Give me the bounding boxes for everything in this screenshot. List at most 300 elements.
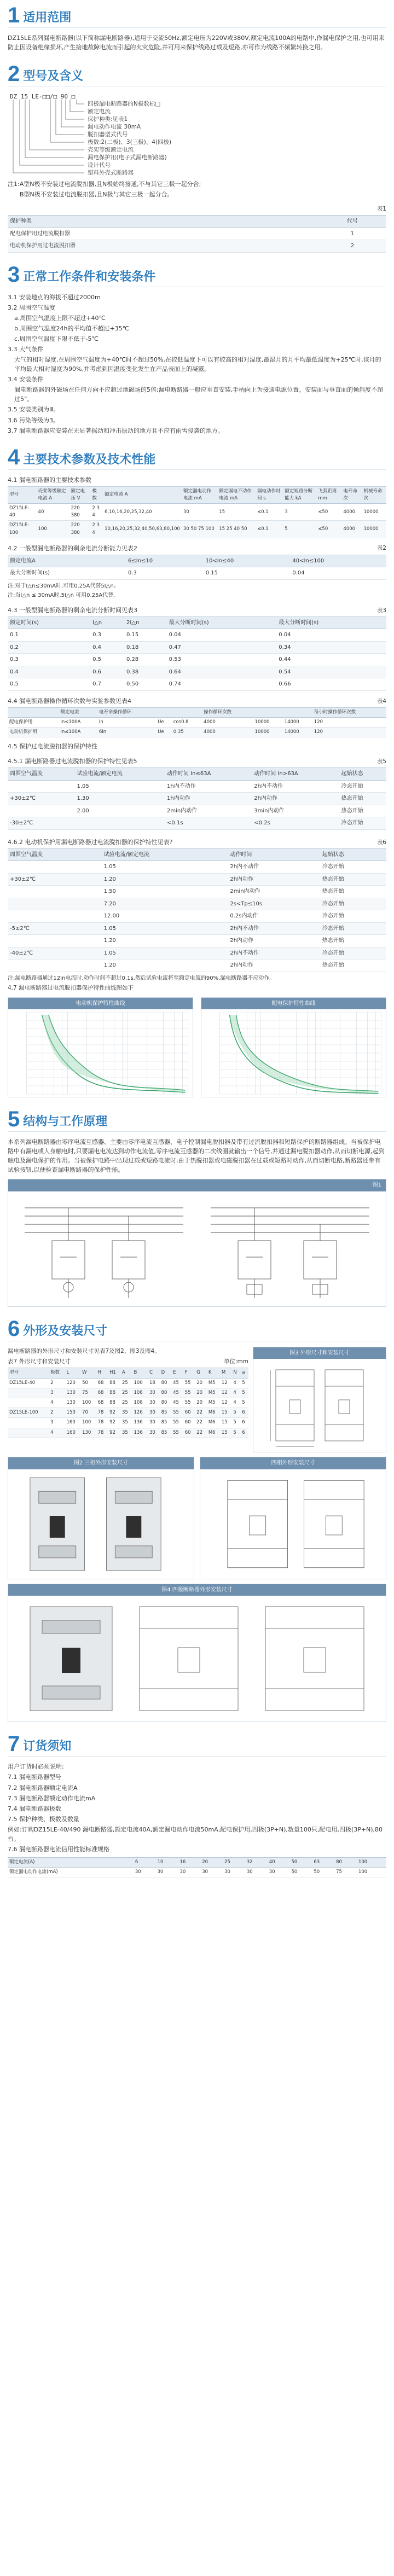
condition-line: c.周围空气温度下限不低于-5℃: [14, 335, 99, 343]
table-cell: 0.54: [276, 666, 386, 678]
table-header: 代号: [318, 216, 386, 228]
table-cell: 2h内不动作: [228, 947, 320, 960]
figure-label: 图1: [8, 1179, 386, 1191]
table-row: [8, 666, 386, 678]
table-cell: 热态开始: [320, 935, 386, 947]
table-cell: 0.34: [276, 641, 386, 654]
table-header: 6: [134, 1857, 156, 1867]
table-cell: 10,16,20,25,32,40,50,63,80,100: [103, 521, 182, 538]
table-cell: 1: [318, 228, 386, 240]
table-header: 32: [245, 1857, 268, 1867]
model-code-label: 四极漏电断路器的N极数标□: [88, 101, 161, 108]
model-code-label: 塑料外壳式断路器: [88, 170, 134, 177]
table-caption: 表7 外形尺寸和安装尺寸 单位:mm: [8, 1358, 248, 1365]
distribution-protection-table: [8, 767, 386, 830]
condition-line: 3.1 安装地点的海拔不超过2000m: [8, 293, 101, 301]
table-header: 电寿命操作循环: [97, 707, 156, 717]
table-cell: 30: [268, 1868, 290, 1877]
table-row: [8, 678, 386, 691]
table-cell: 12: [220, 1388, 232, 1398]
table-cell: [8, 886, 102, 898]
table-cell: In≤100A: [59, 718, 97, 728]
table-cell: 3: [49, 1388, 65, 1398]
table-cell: 60: [183, 1408, 195, 1418]
table-cell: 1.30: [74, 793, 165, 805]
table-cell: 0.66: [276, 678, 386, 691]
section-number: 6: [8, 1316, 20, 1341]
table-header: 动作时间: [228, 848, 320, 861]
table-header: 16: [178, 1857, 200, 1867]
table-row: [8, 947, 386, 960]
table-caption: 4.2 一般型漏电断路器的剩余电流分断能力见表2 表2: [8, 544, 386, 552]
table-cell: 45: [171, 1378, 183, 1388]
table-cell: 80: [160, 1388, 172, 1398]
table-header: 型号: [8, 486, 37, 503]
table-header: 飞弧距离 mm: [316, 486, 341, 503]
table-cell: 78: [96, 1408, 108, 1418]
table-caption: 4.1 漏电断路器的主要技术参数: [8, 476, 91, 484]
table-cell: 1.50: [102, 886, 228, 898]
table-cell: 0.18: [124, 641, 167, 654]
table-cell: 4000: [202, 728, 253, 737]
table-cell: 14000: [283, 728, 312, 737]
table-cell: 4000: [202, 718, 253, 728]
table-cell: 14000: [283, 718, 312, 728]
table-cell: 12: [220, 1378, 232, 1388]
conditions-list: [8, 293, 386, 435]
table-cell: 0.44: [276, 654, 386, 666]
main-specs-table: [8, 486, 386, 538]
table-cell: 热态开始: [320, 960, 386, 972]
section-title: 订货须知: [23, 1740, 72, 1754]
table-header: [253, 707, 283, 717]
table-cell: 0.2s内动作: [228, 910, 320, 923]
section-header: [8, 1734, 386, 1757]
motor-protection-table: [8, 848, 386, 972]
table-caption: 4.3 一般型漏电断路器的剩余电流分断时间见表3 表3: [8, 606, 386, 614]
table-cell: 20: [195, 1378, 207, 1388]
table-cell: 2s<Tp≤10s: [228, 898, 320, 910]
table-cell: 0.04: [167, 629, 277, 642]
section-header: [8, 447, 386, 470]
figure-title: 图3 外形尺寸和安装尺寸: [253, 1347, 386, 1359]
table-header: N: [231, 1368, 240, 1378]
table-header: [172, 707, 202, 717]
table-cell: 30: [200, 1868, 223, 1877]
section-scope: [8, 5, 386, 52]
table-cell: 0.15: [124, 629, 167, 642]
table-row: [8, 728, 386, 737]
table-cell: 30: [182, 504, 217, 521]
table-cell: 5: [240, 1388, 248, 1398]
table-cell: 2min内动作: [228, 886, 320, 898]
ordering-line: 7.1 漏电断路器型号: [8, 1773, 61, 1781]
table-cell: 92: [108, 1418, 120, 1428]
table-header: [156, 707, 172, 717]
table-cell: [8, 805, 74, 817]
table-header: 周围空气温度: [8, 848, 102, 861]
table-cell: 1.05: [102, 861, 228, 874]
section-title: 正常工作条件和安装条件: [23, 270, 156, 284]
table-header: W: [80, 1368, 96, 1378]
table-row: [8, 654, 386, 666]
section-title: 适用范围: [23, 11, 72, 25]
table-header: 壳架等级额定电流 A: [37, 486, 69, 503]
table-cell: [8, 780, 74, 793]
table-cell: 1h内动作: [165, 793, 252, 805]
table-cell: 55: [171, 1418, 183, 1428]
table-header: 额定电流A: [8, 555, 126, 567]
table-cell: 0.15: [204, 567, 291, 580]
section-header: [8, 5, 386, 28]
table-cell: 75: [80, 1388, 96, 1398]
model-code-diagram: [8, 92, 386, 175]
table-row: [8, 861, 386, 874]
table-header: 动作时间 In≤63A: [165, 768, 252, 781]
table-cell: 1.20: [102, 935, 228, 947]
table-cell: 20: [195, 1388, 207, 1398]
table-header: B: [132, 1368, 148, 1378]
table-cell: 4: [231, 1398, 240, 1408]
table-cell: 68: [96, 1378, 108, 1388]
table-cell: 30: [178, 1868, 200, 1877]
table-cell: 220 380: [69, 521, 91, 538]
table-cell: 30: [148, 1418, 160, 1428]
table-cell: 2h内动作: [228, 873, 320, 886]
table-cell: 0.3: [126, 567, 204, 580]
table-cell: 0.04: [290, 567, 386, 580]
table-cell: 冷态开始: [320, 910, 386, 923]
table-cell: 5: [240, 1378, 248, 1388]
table-cell: 30: [148, 1408, 160, 1418]
table-cell: 6: [240, 1428, 248, 1438]
table-header: C: [148, 1368, 160, 1378]
section-ordering: [8, 1734, 386, 1877]
table-cell: 30: [223, 1868, 245, 1877]
table-cell: 0.47: [167, 641, 277, 654]
table-cell: 50: [80, 1378, 96, 1388]
table-cell: 最大分断时间(s): [8, 567, 126, 580]
table-cell: 70: [80, 1408, 96, 1418]
table-row: [8, 240, 386, 253]
table-row: [8, 1378, 248, 1388]
table-cell: 10000: [253, 728, 283, 737]
table-cell: [74, 817, 165, 830]
table-cell: M6: [207, 1418, 220, 1428]
table-header: 50: [290, 1857, 312, 1867]
table-cell: 108: [132, 1398, 148, 1408]
figure-title: 四相外形安装尺寸: [200, 1457, 386, 1469]
table-cell: 0.6: [90, 666, 124, 678]
table-cell: ≤0.1: [256, 521, 283, 538]
table-cell: 35: [120, 1428, 132, 1438]
table-cell: 0.38: [124, 666, 167, 678]
table-cell: 130: [80, 1428, 96, 1438]
section-title: 结构与工作原理: [23, 1115, 108, 1129]
table-cell: 20: [195, 1398, 207, 1408]
section-header: [8, 262, 386, 287]
table-row: [8, 935, 386, 947]
table-header: 保护种类: [8, 216, 318, 228]
table-header: 每小时操作循环次数: [312, 707, 386, 717]
table-note: 注:当I△n ≤ 30mA时,5I△n 可用0.25A代替。: [8, 592, 119, 599]
ordering-line: 用户订货时必须说明:: [8, 1763, 64, 1771]
table-cell: 25: [120, 1378, 132, 1388]
table-header: 最大分断时间(s): [276, 617, 386, 629]
table-cell: 2: [318, 240, 386, 253]
condition-line: 漏电断路器的外磁场在任何方向不应超过地磁场的5倍;漏电断路器一般应垂直安装,手柄向上为接通电源位置。安装面与垂直面的倾斜度不超过5°。: [14, 386, 384, 403]
table-cell: 0.04: [276, 629, 386, 642]
table-cell: 配电保护用: [8, 718, 59, 728]
model-code-label: 壳架等级额定电流: [88, 147, 134, 154]
table-row: [8, 1388, 248, 1398]
section-header: [8, 1109, 386, 1132]
table-cell: 0.5: [90, 654, 124, 666]
table-caption: 4.6.2 电动机保护用漏电断路器过电流脱扣器的保护特性见表? 表6: [8, 838, 386, 846]
table-cell: [8, 935, 102, 947]
table-cell: 75: [334, 1868, 357, 1877]
table-cell: 0.28: [124, 654, 167, 666]
table-cell: 120: [312, 728, 386, 737]
table-header: 试验电流/额定电流: [74, 768, 165, 781]
table-cell: 30: [134, 1868, 156, 1877]
table-header: 63: [312, 1857, 334, 1867]
table-cell: [8, 1418, 49, 1428]
table1-caption: 表1: [376, 206, 386, 213]
table-cell: ≤50: [316, 521, 341, 538]
table-header: I△n: [90, 617, 124, 629]
condition-line: 3.2 周围空气温度: [8, 304, 55, 311]
table-row: [8, 504, 386, 521]
table-header: a: [240, 1368, 248, 1378]
table-cell: 0.3: [8, 654, 90, 666]
table-cell: 100: [357, 1868, 386, 1877]
table-row: [8, 817, 386, 830]
table-header: 额定漏电动作电流 mA: [182, 486, 217, 503]
table-cell: 0.50: [124, 678, 167, 691]
table-cell: 80: [160, 1378, 172, 1388]
breaking-capacity-table: [8, 555, 386, 580]
table-header: F: [183, 1368, 195, 1378]
model-code-label: 脱扣器型式代号: [88, 131, 128, 138]
table-cell: DZ15LE-40: [8, 1378, 49, 1388]
table-cell: -40±2℃: [8, 947, 102, 960]
chart-title: 配电保护特性曲线: [201, 998, 386, 1010]
table-cell: 4000: [341, 521, 362, 538]
distribution-curve-chart: [201, 997, 386, 1098]
table-cell: 冷态开始: [339, 780, 386, 793]
table-cell: 2h内不动作: [252, 780, 339, 793]
table-header: 试验电流/额定电流: [102, 848, 228, 861]
table-cell: 15: [220, 1428, 232, 1438]
table-row: [8, 1398, 248, 1408]
table-cell: -30±2℃: [8, 817, 74, 830]
table-cell: 冷态开始: [320, 922, 386, 935]
table-row: [8, 1428, 248, 1438]
table-cell: 85: [160, 1428, 172, 1438]
table-cell: <0.2s: [252, 817, 339, 830]
table-cell: 30: [156, 1868, 178, 1877]
table-header: 极数: [90, 486, 103, 503]
table-cell: 15: [217, 504, 256, 521]
table-row: [8, 567, 386, 580]
table-cell: 120: [312, 718, 386, 728]
table-cell: 配电保护用过电流脱扣器: [8, 228, 318, 240]
table-header: 额定电流(A): [8, 1857, 134, 1867]
table-cell: 6: [240, 1418, 248, 1428]
table-cell: 30: [148, 1428, 160, 1438]
table-row: [8, 793, 386, 805]
table-cell: 4000: [341, 504, 362, 521]
section-title: 主要技术参数及技术性能: [23, 452, 156, 467]
table-cell: 18: [148, 1378, 160, 1388]
table-header: 动作时间 In>63A: [252, 768, 339, 781]
section-title: 型号及含义: [23, 69, 84, 84]
table-row: [8, 1868, 386, 1877]
table-cell: 0.2: [8, 641, 90, 654]
table-cell: 130: [65, 1388, 80, 1398]
table-cell: 电动机保护用: [8, 728, 59, 737]
table-cell: 0.64: [167, 666, 277, 678]
table-header: 40: [268, 1857, 290, 1867]
table-cell: 30: [245, 1868, 268, 1877]
table-cell: 126: [132, 1408, 148, 1418]
table-cell: 55: [171, 1408, 183, 1418]
model-code-label: 设计代号: [88, 162, 111, 169]
table-header: 80: [334, 1857, 357, 1867]
table-cell: 100: [132, 1378, 148, 1388]
section-title: 外形及安装尺寸: [23, 1324, 108, 1338]
table-cell: 0.4: [8, 666, 90, 678]
table-cell: 92: [108, 1428, 120, 1438]
ordering-line: 7.2 漏电断路器额定电流A: [8, 1784, 78, 1792]
table-cell: 3min内动作: [252, 805, 339, 817]
table-row: [8, 805, 386, 817]
table-header: 起始状态: [320, 848, 386, 861]
table-header: 20: [200, 1857, 223, 1867]
table-header: 6≤In≤10: [126, 555, 204, 567]
table-cell: 4: [49, 1428, 65, 1438]
table-cell: 130: [65, 1398, 80, 1408]
table-cell: 100: [80, 1398, 96, 1408]
table-cell: 1.20: [102, 960, 228, 972]
table-cell: 3: [49, 1418, 65, 1428]
table-cell: 10000: [362, 521, 386, 538]
table-cell: DZ15LE-100: [8, 1408, 49, 1418]
table-header: M: [220, 1368, 232, 1378]
table-cell: In≤100A: [59, 728, 97, 737]
table-header: 10: [156, 1857, 178, 1867]
ordering-line: 7.5 保护种类、极数及数量: [8, 1815, 79, 1823]
table-cell: 10000: [253, 718, 283, 728]
table-cell: 35: [120, 1418, 132, 1428]
table-cell: 55: [183, 1388, 195, 1398]
table-cell: 1.20: [102, 873, 228, 886]
table-cell: 30: [148, 1388, 160, 1398]
model-code-label: 漏电保护用(电子式漏电断路器): [88, 154, 167, 161]
table-row: [8, 873, 386, 886]
table-cell: 78: [96, 1418, 108, 1428]
table-cell: 68: [96, 1388, 108, 1398]
table-cell: 0.1: [8, 629, 90, 642]
table-cell: 2.00: [74, 805, 165, 817]
table-cell: 15 25 40 50: [217, 521, 256, 538]
table-row: [8, 780, 386, 793]
distribution-curve-graph: [201, 1009, 386, 1097]
table-caption: 4.5.1 漏电断路器过电流脱扣器的保护特性见表5 表5: [8, 758, 386, 765]
table-cell: 6In: [97, 728, 156, 737]
table-row: [8, 922, 386, 935]
table-row: [8, 886, 386, 898]
table-cell: In: [97, 718, 156, 728]
table-cell: M6: [207, 1408, 220, 1418]
four-pole-figure: [8, 1584, 386, 1723]
table-caption: 4.4 漏电断路器操作循环次数与实验参数见表4 表4: [8, 697, 386, 705]
table-header: A: [120, 1368, 132, 1378]
table-header: 机械寿命 次: [362, 486, 386, 503]
table-cell: 40: [37, 504, 69, 521]
breaking-time-table: [8, 617, 386, 691]
dimensions-block: [8, 1347, 386, 1453]
table-header: 漏电动作时间 s: [256, 486, 283, 503]
table-header: 100: [357, 1857, 386, 1867]
table-header: K: [207, 1368, 220, 1378]
table-cell: 2h内不动作: [228, 861, 320, 874]
table-header: H1: [108, 1368, 120, 1378]
table-cell: 55: [183, 1378, 195, 1388]
table-header: 电寿命 次: [341, 486, 362, 503]
breaker-photos: [8, 1457, 386, 1579]
condition-line: 大气的相对湿度,在周围空气温度为+40℃时不超过50%,在较低温度下可以有较高的相对湿度,最湿月的月平均最低温度为+25℃时,该月的平均最大相对湿度为90%,并考虑到因温度变化发生在产品表面上的凝露。: [14, 356, 381, 373]
table-cell: 6,10,16,20,25,32,40: [103, 504, 182, 521]
protection-curve-charts: [8, 997, 386, 1098]
table-cell: 45: [171, 1398, 183, 1408]
table-header: [283, 707, 312, 717]
table-cell: 0.7: [90, 678, 124, 691]
table-cell: 30 50 75 100: [182, 521, 217, 538]
table-cell: [8, 1428, 49, 1438]
table-header: 极数: [49, 1368, 65, 1378]
table-header: 10<In≤40: [204, 555, 291, 567]
four-pole-dimension-svg: [8, 1596, 386, 1722]
section-model: [8, 64, 386, 253]
table-cell: 0.35: [172, 728, 202, 737]
table-cell: 2h内不动作: [228, 922, 320, 935]
table-cell: 120: [65, 1378, 80, 1388]
subsection-heading: 4.7 漏电断路器过电流脱扣器保护特性曲线图如下: [8, 985, 134, 992]
table-header: 额定漏电不动作电流 mA: [217, 486, 256, 503]
table-cell: 2h内动作: [252, 793, 339, 805]
model-note-2: B型N极不安装过电流脱扣器,且N极与其它三极一起分合。: [20, 191, 173, 199]
table-cell: 2h内动作: [228, 960, 320, 972]
table-row: [8, 910, 386, 923]
table-cell: [8, 910, 102, 923]
table-header: 额定电流: [59, 707, 97, 717]
figure-title: 图4 四极断路器外形安装尺寸: [8, 1584, 386, 1596]
table-header: H: [96, 1368, 108, 1378]
table-cell: 冷态开始: [320, 947, 386, 960]
table-cell: 0.5: [8, 678, 90, 691]
table-cell: ≤50: [316, 504, 341, 521]
section-structure: [8, 1109, 386, 1307]
table-cell: 电动机保护用过电流脱扣器: [8, 240, 318, 253]
table-cell: 22: [195, 1408, 207, 1418]
table-cell: Ue: [156, 718, 172, 728]
table-cell: 2 3 4: [90, 521, 103, 538]
model-note-1: 注1:A型N极不安装过电流脱扣器,且N极始终接通,不与其它三极一起分合;: [8, 181, 201, 188]
table-cell: 热态开始: [339, 805, 386, 817]
table-cell: 0.4: [90, 641, 124, 654]
